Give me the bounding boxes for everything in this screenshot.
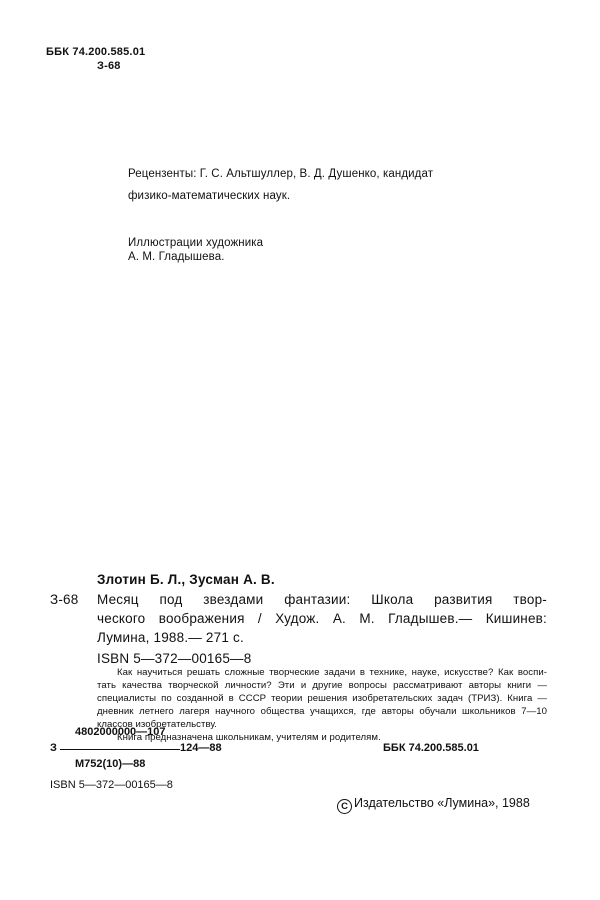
annotation-line-1: Как научиться решать сложные творческие задачи в технике, науке, искусстве? Как воспи- <box>117 667 547 678</box>
code-bbk: ББК 74.200.585.01 <box>383 742 479 754</box>
code-fraction-rule <box>60 749 180 750</box>
annotation-line-6: Книга предназначена школьникам, учителям и родителям. <box>117 732 381 743</box>
index-header: З-68 <box>97 60 121 72</box>
catalog-title-line-2: ческого воображения / Худож. А. М. Гладышев.— Кишинев: <box>97 611 547 626</box>
annotation-line-2: тать качества творческой личности? Эти и другие вопросы рассматривают авторы книги — <box>97 680 547 691</box>
copyright-line <box>337 796 530 814</box>
reviewers-line-1: Рецензенты: Г. С. Альтшуллер, В. Д. Душенко, кандидат <box>128 168 434 180</box>
catalog-index: З-68 <box>50 592 79 607</box>
bbk-header: ББК 74.200.585.01 <box>46 46 146 58</box>
catalog-authors: Злотин Б. Л., Зусман А. В. <box>97 572 275 587</box>
catalog-title-line-1: Месяц под звездами фантазии: Школа развития твор- <box>97 592 547 607</box>
code-letter: З <box>50 742 57 754</box>
catalog-isbn: ISBN 5—372—00165—8 <box>97 651 252 666</box>
catalog-title-line-3: Лумина, 1988.— 271 с. <box>97 630 244 645</box>
code-number-top: 4802000000—107 <box>75 726 166 738</box>
illustrations-line-2: А. М. Гладышева. <box>128 251 225 263</box>
copyright-icon: C <box>337 799 352 814</box>
copyright-text: Издательство «Лумина», 1988 <box>354 796 530 810</box>
annotation-line-4: дневник летнего лагеря научного общества учащихся, где авторы обучали школьников 7—10 <box>97 706 547 717</box>
code-price: 124—88 <box>180 742 222 754</box>
illustrations-line-1: Иллюстрации художника <box>128 237 264 249</box>
reviewers-line-2: физико-математических наук. <box>128 190 291 202</box>
annotation-line-3: специалисты по созданной в СССР теории решения изобретательских задач (ТРИЗ). Книга — <box>97 693 547 704</box>
annotation-line-5: классов изобретательству. <box>97 719 218 730</box>
code-isbn: ISBN 5—372—00165—8 <box>50 779 173 791</box>
code-order: М752(10)—88 <box>75 758 146 770</box>
